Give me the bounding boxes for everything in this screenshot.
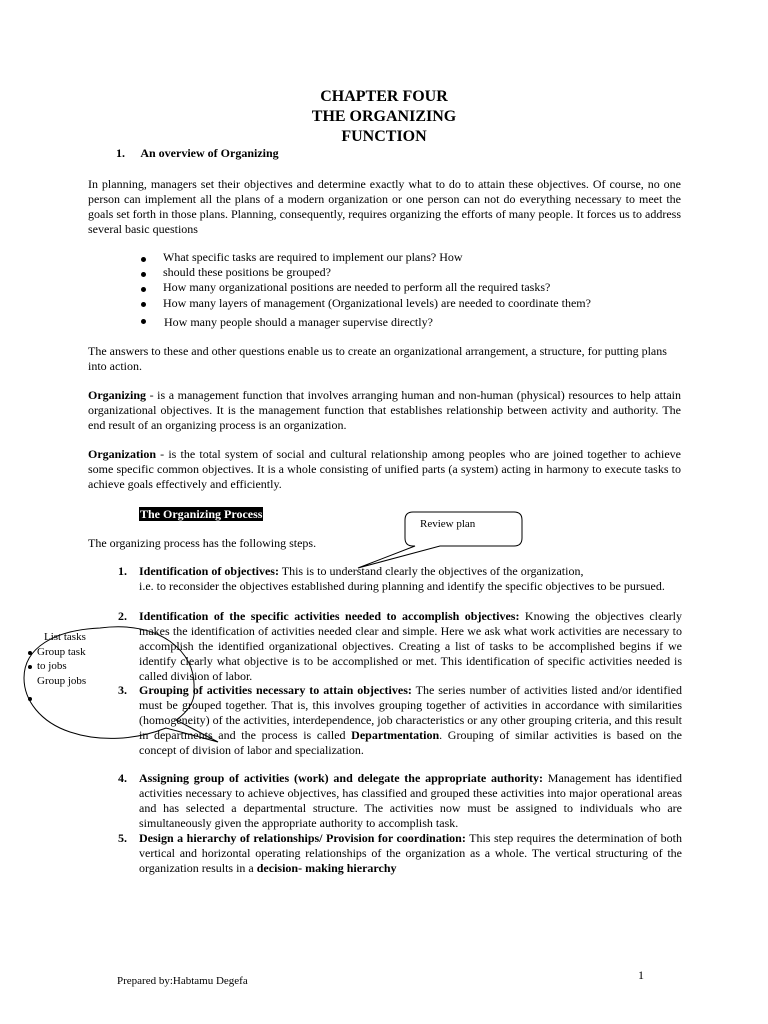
callout-list-line: to jobs [37, 660, 67, 672]
callout-list-line: List tasks [44, 631, 86, 643]
bullet-icon [28, 651, 32, 655]
callout-list-line: Group task [37, 646, 86, 658]
chapter-title-line1: CHAPTER FOUR [320, 88, 448, 105]
chapter-title-line3: FUNCTION [341, 128, 427, 145]
step-number: 4. [118, 771, 127, 785]
prepared-by: Prepared by:Habtamu Degefa [117, 975, 248, 987]
definition-text: - is a management function that involves arranging human and non-human (physical) resources to help attain organizational objectives. It is the management function that establishes relationship between activity and authority. The end result of an organizing process is an organization. [88, 388, 681, 432]
callout-list-line: Group jobs [37, 675, 87, 687]
step-bold-term: decision- making hierarchy [256, 861, 397, 875]
chapter-title-line2: THE ORGANIZING [311, 108, 457, 125]
step-item [139, 564, 689, 579]
section-heading-text: An overview of Organizing [140, 146, 279, 160]
page-number: 1 [638, 968, 644, 982]
step-number: 1. [118, 564, 127, 578]
step-title: Identification of objectives: [139, 564, 279, 578]
step-bold-term: Departmentation [351, 728, 440, 742]
process-intro: The organizing process has the following steps. [88, 536, 317, 550]
step-continuation: i.e. to reconsider the objectives established during planning and identify the specific objectives to be pursued. [139, 579, 665, 593]
step-text: Management has identified activities necessary to achieve objectives, has classified and grouped these activities into major operational areas and has selected a departmental structure. The activities now must be assigned to individuals who are simultaneously given the appropriate authority to accomplish task. [139, 771, 682, 830]
definition-term: Organizing [88, 388, 147, 402]
step-title: Assigning group of activities (work) and delegate the appropriate authority: [139, 771, 543, 785]
step-text: Knowing the objectives clearly makes the identification of activities needed clear and simple. Here we ask what work activities are necessary to accomplish the identified organizational objectives. Creating a list of tasks to be accomplished begins if we identify clearly what objective is to be accomplished or met. This identification of specific activities needed is called division of labor. [139, 609, 682, 683]
step-text: This step requires the determination of both vertical and horizontal operating relationships of the organization as a whole. The vertical structuring of the organization results in a [139, 831, 682, 875]
section-number: 1. [116, 146, 125, 160]
step-item [139, 831, 682, 876]
definition-text: - is the total system of social and cultural relationship among peoples who are joined together to achieve some specific common objectives. It is a whole consisting of unified parts (a system) acting in harmony to execute tasks to achieve goals effectively and efficiently. [88, 447, 681, 491]
step-item [139, 683, 682, 758]
list-item: should these positions be grouped? [163, 265, 331, 279]
list-item: What specific tasks are required to implement our plans? How [163, 250, 463, 264]
list-item: How many layers of management (Organizational levels) are needed to coordinate them? [163, 296, 591, 310]
review-plan-label: Review plan [420, 518, 476, 530]
bullet-icon [28, 697, 32, 701]
definition-term: Organization [88, 447, 156, 461]
answers-paragraph: The answers to these and other questions enable us to create an organizational arrangement, a structure, for putting plans into action. [88, 344, 667, 373]
step-number: 5. [118, 831, 127, 845]
step-item [139, 771, 682, 831]
step-text: . Grouping of similar activities is based on the concept of division of labor and specialization. [139, 728, 682, 757]
bullet-icon [28, 665, 32, 669]
step-text: This is to understand clearly the objectives of the organization, [278, 564, 584, 578]
list-item: How many people should a manager supervise directly? [164, 315, 433, 329]
list-item: How many organizational positions are needed to perform all the required tasks? [163, 280, 551, 294]
step-text: The series number of activities listed and/or identified must be grouped together. That is, this involves grouping together of activities in accordance with similarities (homogeneity) of the activities, interdependence, job characteristics or any other grouping criteria, and this result in departments and the process is called [139, 683, 683, 742]
intro-paragraph: In planning, managers set their objectives and determine exactly what to do to attain these objectives. Of course, no one person can implement all the plans of a modern organization or one person can not do everything necessary to meet the goals set forth in those plans. Planning, consequently, requires organizing the efforts of many people. It forces us to address several basic questions [88, 177, 681, 236]
step-item [139, 609, 682, 684]
process-title-text: The Organizing Process [140, 507, 263, 521]
step-title: Design a hierarchy of relationships/ Provision for coordination: [139, 831, 466, 845]
step-number: 3. [118, 683, 127, 697]
step-title: Identification of the specific activities needed to accomplish objectives: [139, 609, 520, 623]
step-title: Grouping of activities necessary to attain objectives: [139, 683, 412, 697]
step-number: 2. [118, 609, 127, 623]
